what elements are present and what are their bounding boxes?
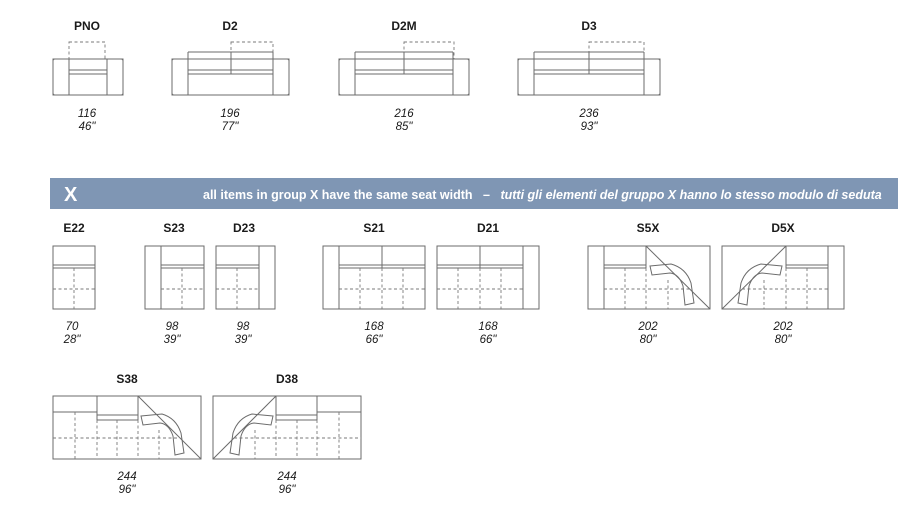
sofa-drawing bbox=[172, 42, 289, 95]
width-cm: 116 bbox=[77, 108, 97, 120]
width-inch: 39" bbox=[163, 334, 181, 346]
description-en: all items in group X have the same seat width bbox=[203, 188, 473, 202]
model-code: D3 bbox=[581, 19, 597, 33]
group-letter: X bbox=[64, 184, 78, 206]
model-code: PNO bbox=[73, 19, 101, 33]
width-cm: 202 bbox=[638, 321, 658, 333]
width-inch: 66" bbox=[479, 334, 497, 346]
sofa-drawing bbox=[216, 246, 275, 309]
model-s23 bbox=[145, 221, 204, 346]
model-e22 bbox=[53, 221, 95, 346]
model-d21 bbox=[437, 221, 539, 346]
sofa-drawing bbox=[213, 396, 361, 459]
width-inch: 85" bbox=[395, 121, 413, 133]
width-cm: 196 bbox=[220, 108, 240, 120]
model-code: D23 bbox=[232, 221, 256, 235]
model-code: D5X bbox=[771, 221, 795, 235]
sofa-drawing bbox=[145, 246, 204, 309]
width-cm: 244 bbox=[117, 471, 137, 483]
width-cm: 70 bbox=[65, 321, 79, 333]
model-d5x bbox=[722, 221, 844, 346]
sofa-drawing bbox=[518, 42, 660, 95]
width-inch: 93" bbox=[580, 121, 598, 133]
model-code: D2M bbox=[391, 19, 417, 33]
sofa-drawing bbox=[53, 42, 123, 95]
sofa-drawing bbox=[437, 246, 539, 309]
width-inch: 80" bbox=[639, 334, 657, 346]
model-s5x bbox=[588, 221, 710, 346]
model-pno bbox=[53, 19, 123, 133]
sofa-drawing bbox=[339, 42, 469, 95]
model-d3 bbox=[518, 19, 660, 133]
model-code: D38 bbox=[275, 372, 299, 386]
width-cm: 202 bbox=[773, 321, 793, 333]
sofa-drawing bbox=[53, 246, 95, 309]
model-d2m bbox=[339, 19, 469, 133]
model-code: E22 bbox=[63, 221, 85, 235]
width-cm: 236 bbox=[579, 108, 599, 120]
model-code: D21 bbox=[476, 221, 500, 235]
width-inch: 46" bbox=[78, 121, 96, 133]
width-inch: 39" bbox=[234, 334, 252, 346]
width-inch: 28" bbox=[63, 334, 81, 346]
group-x-banner bbox=[50, 178, 898, 209]
sofa-drawing bbox=[323, 246, 425, 309]
description-it: tutti gli elementi del gruppo X hanno lo stesso modulo di seduta bbox=[500, 188, 882, 202]
width-inch: 80" bbox=[774, 334, 792, 346]
description-separator: – bbox=[483, 188, 490, 202]
model-d2 bbox=[172, 19, 289, 133]
model-s21 bbox=[323, 221, 425, 346]
width-cm: 168 bbox=[364, 321, 384, 333]
width-cm: 168 bbox=[478, 321, 498, 333]
width-inch: 96" bbox=[118, 484, 136, 496]
sofa-drawing bbox=[588, 246, 710, 309]
group-description bbox=[203, 188, 882, 202]
width-cm: 98 bbox=[236, 321, 250, 333]
width-cm: 216 bbox=[394, 108, 414, 120]
width-inch: 66" bbox=[365, 334, 383, 346]
width-cm: 244 bbox=[277, 471, 297, 483]
width-inch: 77" bbox=[221, 121, 239, 133]
model-code: S38 bbox=[116, 372, 138, 386]
width-inch: 96" bbox=[278, 484, 296, 496]
model-d23 bbox=[216, 221, 275, 346]
sofa-drawing bbox=[722, 246, 844, 309]
width-cm: 98 bbox=[165, 321, 179, 333]
model-code: S5X bbox=[636, 221, 660, 235]
model-s38 bbox=[53, 372, 201, 496]
model-code: S23 bbox=[163, 221, 185, 235]
sofa-drawing bbox=[53, 396, 201, 459]
model-code: S21 bbox=[363, 221, 385, 235]
model-d38 bbox=[213, 372, 361, 496]
model-code: D2 bbox=[222, 19, 238, 33]
